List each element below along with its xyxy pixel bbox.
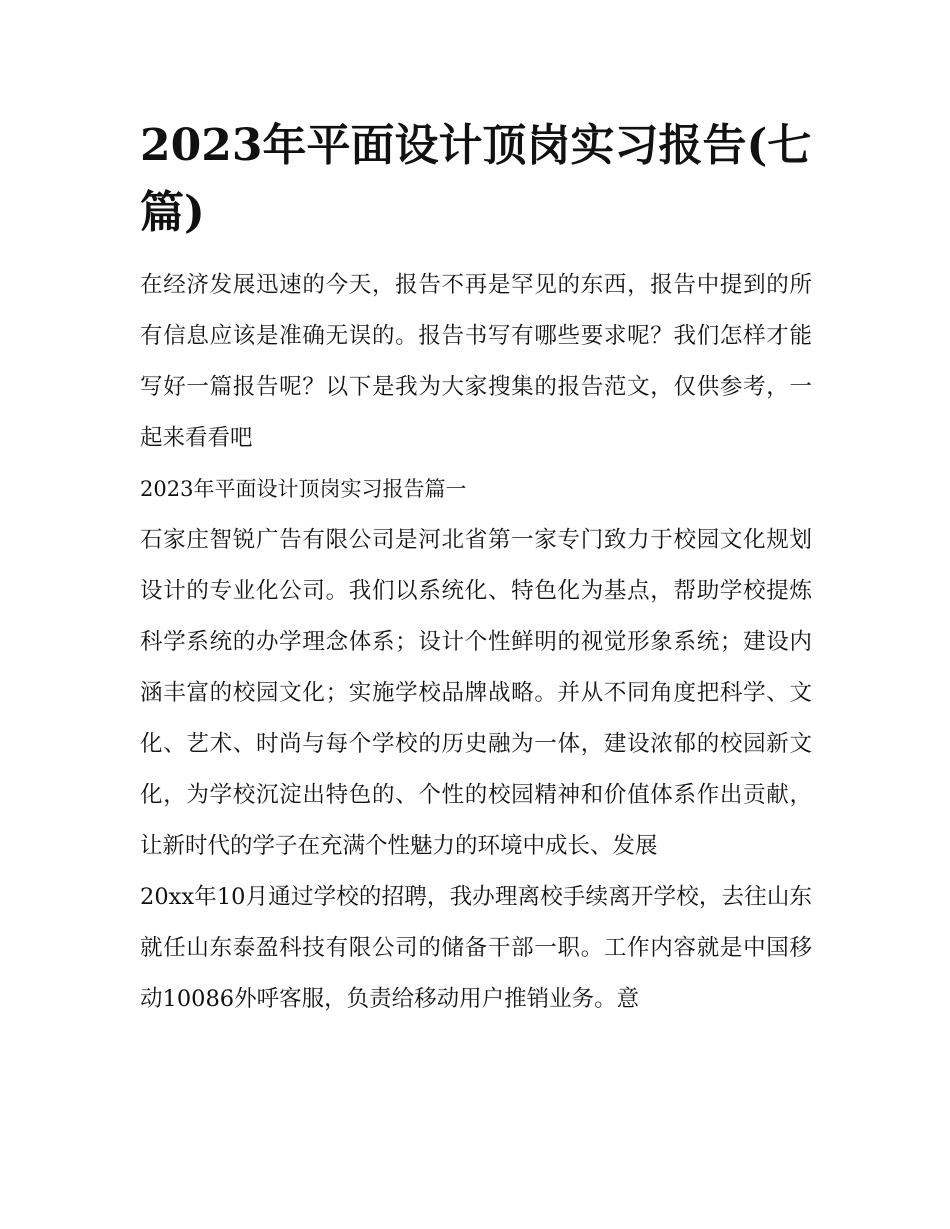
section-heading: 2023年平面设计顶岗实习报告篇一 <box>140 477 467 501</box>
document-title: 2023年平面设计顶岗实习报告(七篇) <box>140 120 812 238</box>
company-intro-paragraph: 石家庄智锐广告有限公司是河北省第一家专门致力于校园文化规划设计的专业化公司。我们以系统化、特色化为基点，帮助学校提炼科学系统的办学理念体系；设计个性鲜明的视觉形象系统；建设内涵丰富的校园文化；实施学校品牌战略。并从不同角度把科学、文化、艺术、时尚与每个学校的历史融为一体，建设浓郁的校园新文化，为学校沉淀出特色的、个性的校园精神和价值体系作出贡献，让新时代的学子在充满个性魅力的环境中成长、发展 <box>140 527 812 859</box>
work-experience-paragraph: 20xx年10月通过学校的招聘，我办理离校手续离开学校，去往山东就任山东泰盈科技有限公司的储备干部一职。工作内容就是中国移动10086外呼客服，负责给移动用户推销业务。意 <box>140 884 812 1012</box>
document-body <box>140 112 812 1025</box>
intro-paragraph: 在经济发展迅速的今天，报告不再是罕见的东西，报告中提到的所有信息应该是准确无误的。报告书写有哪些要求呢？我们怎样才能写好一篇报告呢？以下是我为大家搜集的报告范文，仅供参考，一起来看看吧 <box>140 272 812 451</box>
